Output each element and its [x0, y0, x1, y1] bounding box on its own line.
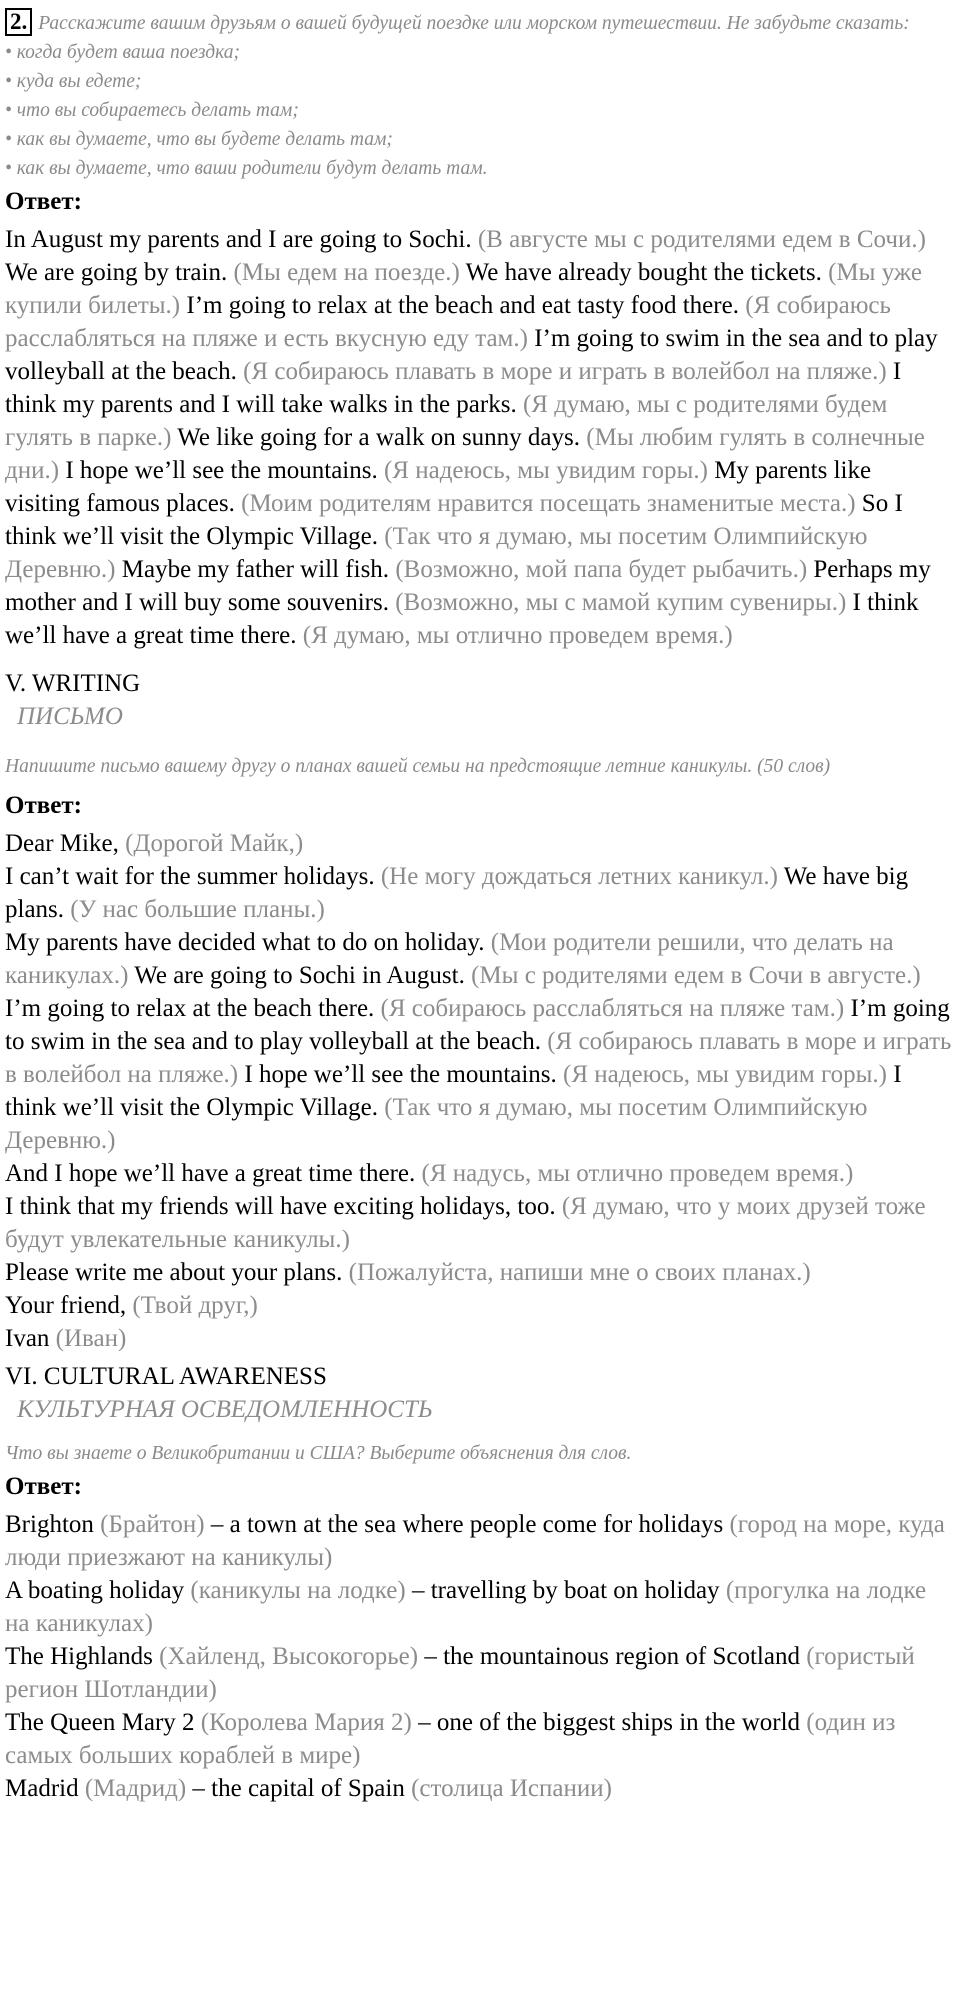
letter-line	[5, 860, 952, 926]
russian-translation: (Я собираюсь плавать в море и играть в волейбол на пляже.)	[5, 1028, 952, 1088]
task-number: 2.	[5, 8, 32, 36]
russian-translation: (Мы с родителями едем в Сочи в августе.)	[471, 962, 921, 989]
english-sentence: I think my parents and I will take walks in the parks.	[5, 358, 902, 418]
task-2-prompt-text: Расскажите вашим друзьям о вашей будущей поездке или морском путешествии. Не забудьте сказать:	[38, 13, 910, 34]
letter-answer	[5, 827, 952, 1355]
glossary-item	[5, 1772, 952, 1805]
english-sentence: My parents have decided what to do on holiday.	[5, 929, 491, 956]
term-translation: (каникулы на лодке)	[190, 1577, 412, 1604]
english-sentence: In August my parents and I are going to Sochi.	[5, 226, 478, 253]
term-translation: (Хайленд, Высокогорье)	[159, 1643, 425, 1670]
english-sentence: I think we’ll have a great time there.	[5, 589, 919, 649]
russian-translation: (Я надеюсь, мы увидим горы.)	[383, 457, 715, 484]
definition-translation: (прогулка на лодке на каникулах)	[5, 1577, 927, 1637]
bullet-item: • как вы думаете, что вы будете делать там;	[5, 129, 393, 150]
russian-translation: (Мы уже купили билеты.)	[5, 259, 922, 319]
english-sentence: I think we’ll visit the Olympic Village.	[5, 1061, 902, 1121]
english-sentence: Ivan	[5, 1325, 56, 1352]
term: A boating holiday	[5, 1577, 191, 1604]
term: The Highlands	[5, 1643, 160, 1670]
definition-translation: (гористый регион Шотландии)	[5, 1643, 915, 1703]
definition-translation: (город на море, куда люди приезжают на каникулы)	[5, 1511, 945, 1571]
section-subtitle: КУЛЬТУРНАЯ ОСВЕДОМЛЕННОСТЬ	[17, 1396, 433, 1423]
letter-line	[5, 1157, 952, 1190]
russian-translation: (Я надусь, мы отлично проведем время.)	[421, 1160, 854, 1187]
bullet-item: • как вы думаете, что ваши родители будут делать там.	[5, 158, 488, 179]
russian-translation: (У нас большие планы.)	[70, 896, 325, 923]
cultural-prompt: Что вы знаете о Великобритании и США? Выберите объяснения для слов.	[5, 1443, 632, 1464]
letter-line	[5, 1289, 952, 1322]
bullet-item: • когда будет ваша поездка;	[5, 42, 240, 63]
russian-translation: (Моим родителям нравится посещать знаменитые места.)	[241, 490, 862, 517]
glossary-item	[5, 1574, 952, 1640]
russian-translation: (Так что я думаю, мы посетим Олимпийскую Деревню.)	[5, 523, 868, 583]
definition: – a town at the sea where people come for holidays	[210, 1511, 730, 1538]
section-title: V. WRITING	[5, 670, 141, 697]
definition-translation: (столица Испании)	[411, 1775, 612, 1802]
bullet-item: • что вы собираетесь делать там;	[5, 100, 299, 121]
term-translation: (Королева Мария 2)	[200, 1709, 419, 1736]
letter-line	[5, 1256, 952, 1289]
russian-translation: (В августе мы с родителями едем в Сочи.)	[477, 226, 926, 253]
russian-translation: (Я думаю, мы с родителями будем гулять в парке.)	[5, 391, 888, 451]
russian-translation: (Мои родители решили, что делать на каникулах.)	[5, 929, 894, 989]
term: Brighton	[5, 1511, 101, 1538]
russian-translation: (Иван)	[55, 1325, 127, 1352]
writing-prompt: Напишите письмо вашему другу о планах вашей семьи на предстоящие летние каникулы. (50 слов)	[5, 756, 831, 777]
english-sentence: We have already bought the tickets.	[465, 259, 829, 286]
russian-translation: (Я думаю, мы отлично проведем время.)	[302, 622, 733, 649]
letter-line	[5, 926, 952, 1157]
english-sentence: Please write me about your plans.	[5, 1259, 349, 1286]
task-2	[5, 8, 952, 652]
bullet-item: • куда вы едете;	[5, 71, 142, 92]
english-sentence: So I think we’ll visit the Olympic Village.	[5, 490, 903, 550]
russian-translation: (Я думаю, что у моих друзей тоже будут увлекательные каникулы.)	[5, 1193, 926, 1253]
letter-line	[5, 1322, 952, 1355]
term-translation: (Брайтон)	[100, 1511, 211, 1538]
russian-translation: (Дорогой Майк,)	[125, 830, 304, 857]
section-cultural-awareness	[5, 1361, 952, 1805]
russian-translation: (Так что я думаю, мы посетим Олимпийскую Деревню.)	[5, 1094, 868, 1154]
glossary-item	[5, 1508, 952, 1574]
russian-translation: (Не могу дождаться летних каникул.)	[380, 863, 784, 890]
english-sentence: I can’t wait for the summer holidays.	[5, 863, 381, 890]
section-subtitle: ПИСЬМО	[17, 703, 123, 730]
definition: – travelling by boat on holiday	[411, 1577, 726, 1604]
section-title: VI. CULTURAL AWARENESS	[5, 1363, 327, 1390]
definition: – the mountainous region of Scotland	[424, 1643, 807, 1670]
letter-line	[5, 1190, 952, 1256]
definition: – the capital of Spain	[192, 1775, 412, 1802]
russian-translation: (Мы любим гулять в солнечные дни.)	[5, 424, 925, 484]
russian-translation: (Я собираюсь плавать в море и играть в волейбол на пляже.)	[243, 358, 893, 385]
english-sentence: Maybe my father will fish.	[121, 556, 396, 583]
answer-label: Ответ:	[5, 188, 82, 215]
english-sentence: My parents like visiting famous places.	[5, 457, 872, 517]
russian-translation: (Возможно, мой папа будет рыбачить.)	[395, 556, 814, 583]
english-sentence: We are going to Sochi in August.	[134, 962, 472, 989]
english-sentence: Perhaps my mother and I will buy some souvenirs.	[5, 556, 931, 616]
english-sentence: We are going by train.	[5, 259, 234, 286]
english-sentence: We have big plans.	[5, 863, 909, 923]
glossary-item	[5, 1706, 952, 1772]
english-sentence: Your friend,	[5, 1292, 133, 1319]
english-sentence: I hope we’ll see the mountains.	[244, 1061, 564, 1088]
definition-translation: (один из самых больших кораблей в мире)	[5, 1709, 896, 1769]
russian-translation: (Возможно, мы с мамой купим сувениры.)	[395, 589, 853, 616]
term: The Queen Mary 2	[5, 1709, 201, 1736]
glossary-answer	[5, 1508, 952, 1805]
letter-line	[5, 827, 952, 860]
glossary-item	[5, 1640, 952, 1706]
answer-label: Ответ:	[5, 792, 82, 819]
russian-translation: (Пожалуйста, напиши мне о своих планах.)	[348, 1259, 811, 1286]
russian-translation: (Я собираюсь расслабляться на пляже и есть вкусную еду там.)	[5, 292, 891, 352]
english-sentence: I’m going to swim in the sea and to play volleyball at the beach.	[5, 995, 950, 1055]
russian-translation: (Мы едем на поезде.)	[233, 259, 466, 286]
english-sentence: And I hope we’ll have a great time there.	[5, 1160, 422, 1187]
english-sentence: We like going for a walk on sunny days.	[177, 424, 587, 451]
section-writing	[5, 668, 952, 1355]
russian-translation: (Твой друг,)	[132, 1292, 258, 1319]
definition: – one of the biggest ships in the world	[418, 1709, 807, 1736]
english-sentence: I think that my friends will have exciting holidays, too.	[5, 1193, 562, 1220]
task-2-prompt	[5, 8, 952, 183]
english-sentence: I’m going to relax at the beach there.	[5, 995, 381, 1022]
russian-translation: (Я собираюсь расслабляться на пляже там.)	[380, 995, 851, 1022]
english-sentence: I’m going to swim in the sea and to play volleyball at the beach.	[5, 325, 938, 385]
english-sentence: I’m going to relax at the beach and eat tasty food there.	[186, 292, 746, 319]
english-sentence: I hope we’ll see the mountains.	[65, 457, 384, 484]
term: Madrid	[5, 1775, 85, 1802]
answer-label: Ответ:	[5, 1473, 82, 1500]
english-sentence: Dear Mike,	[5, 830, 126, 857]
task-2-answer	[5, 223, 952, 652]
term-translation: (Мадрид)	[84, 1775, 193, 1802]
russian-translation: (Я надеюсь, мы увидим горы.)	[563, 1061, 894, 1088]
